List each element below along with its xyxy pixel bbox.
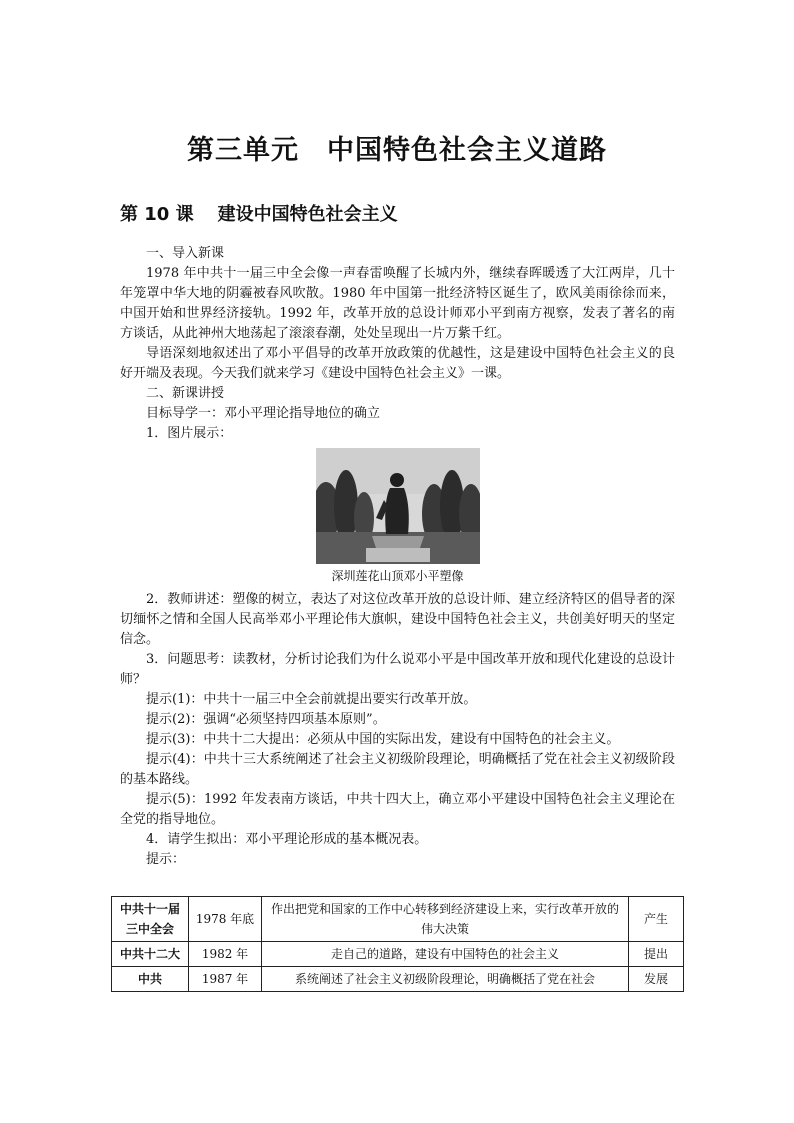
item-student-task: 4．请学生拟出：邓小平理论形成的基本概况表。 bbox=[146, 832, 428, 847]
table-cell-stage: 产生 bbox=[629, 897, 684, 942]
intro-paragraph: 1978 年中共十一届三中全会像一声春雷唤醒了长城内外，继续春晖暖透了大江两岸，几十年笼罩中华大地的阴霾被春风吹散。1980 年中国第一批经济特区诞生了，欧风美雨徐徐而来，中国开始和世界经济接轨。1992 年，改革开放的总设计师邓小平到南方视察，发表了著名的南方谈话，从此神州大地荡起了滚滚春潮，处处呈现出一片万紫千红。 bbox=[120, 266, 675, 341]
lesson-body bbox=[120, 244, 675, 870]
table-cell-meeting: 中共十一届三中全会 bbox=[112, 897, 189, 942]
table-row bbox=[112, 967, 684, 992]
hint-4: 提示(4)：中共十三大系统阐述了社会主义初级阶段理论，明确概括了党在社会主义初级阶段的基本路线。 bbox=[120, 752, 675, 787]
table-cell-meeting: 中共十二大 bbox=[112, 942, 189, 967]
intro-summary: 导语深刻地叙述出了邓小平倡导的改革开放政策的优越性，这是建设中国特色社会主义的良好开端及表现。今天我们就来学习《建设中国特色社会主义》一课。 bbox=[120, 346, 675, 381]
hint-1: 提示(1)：中共十一届三中全会前就提出要实行改革开放。 bbox=[146, 692, 477, 707]
lesson-name: 建设中国特色社会主义 bbox=[217, 204, 398, 225]
table-cell-time: 1982 年 bbox=[189, 942, 262, 967]
unit-title: 第三单元 中国特色社会主义道路 bbox=[187, 135, 607, 166]
section-heading-teaching: 二、新课讲授 bbox=[146, 386, 225, 401]
hint-5: 提示(5)：1992 年发表南方谈话，中共十四大上，确立邓小平建设中国特色社会主义理论在全党的指导地位。 bbox=[120, 792, 675, 827]
table-cell-stage: 发展 bbox=[629, 967, 684, 992]
table-cell-content: 作出把党和国家的工作中心转移到经济建设上来，实行改革开放的伟大决策 bbox=[262, 897, 629, 942]
statue-photo bbox=[316, 448, 480, 564]
hint-3: 提示(3)：中共十二大提出：必须从中国的实际出发，建设有中国特色的社会主义。 bbox=[146, 732, 620, 747]
statue-image bbox=[316, 448, 480, 564]
photo-caption: 深圳莲花山顶邓小平塑像 bbox=[331, 569, 464, 583]
lesson-title bbox=[120, 200, 398, 226]
item-teacher-narration: 2．教师讲述：塑像的树立，表达了对这位改革开放的总设计师、建立经济特区的倡导者的深切缅怀之情和全国人民高举邓小平理论伟大旗帜，建设中国特色社会主义，共创美好明天的坚定信念。 bbox=[120, 592, 675, 647]
table-cell-stage: 提出 bbox=[629, 942, 684, 967]
section-heading-intro: 一、导入新课 bbox=[146, 246, 225, 261]
hint-2: 提示(2)：强调“必须坚持四项基本原则”。 bbox=[146, 712, 386, 727]
table-row bbox=[112, 897, 684, 942]
lesson-number: 第 10 课 bbox=[120, 204, 194, 225]
table-cell-time: 1987 年 bbox=[189, 967, 262, 992]
item-question: 3．问题思考：读教材，分析讨论我们为什么说邓小平是中国改革开放和现代化建设的总设计师？ bbox=[120, 652, 675, 687]
table-row bbox=[112, 942, 684, 967]
goal-heading: 目标导学一：邓小平理论指导地位的确立 bbox=[146, 406, 381, 421]
table-cell-content: 走自己的道路，建设有中国特色的社会主义 bbox=[262, 942, 629, 967]
theory-formation-table bbox=[111, 896, 684, 992]
item-picture-display: 1．图片展示： bbox=[146, 426, 233, 441]
table-cell-content: 系统阐述了社会主义初级阶段理论，明确概括了党在社会 bbox=[262, 967, 629, 992]
table-cell-time: 1978 年底 bbox=[189, 897, 262, 942]
hint-label: 提示： bbox=[146, 852, 186, 867]
table-cell-meeting: 中共 bbox=[112, 967, 189, 992]
